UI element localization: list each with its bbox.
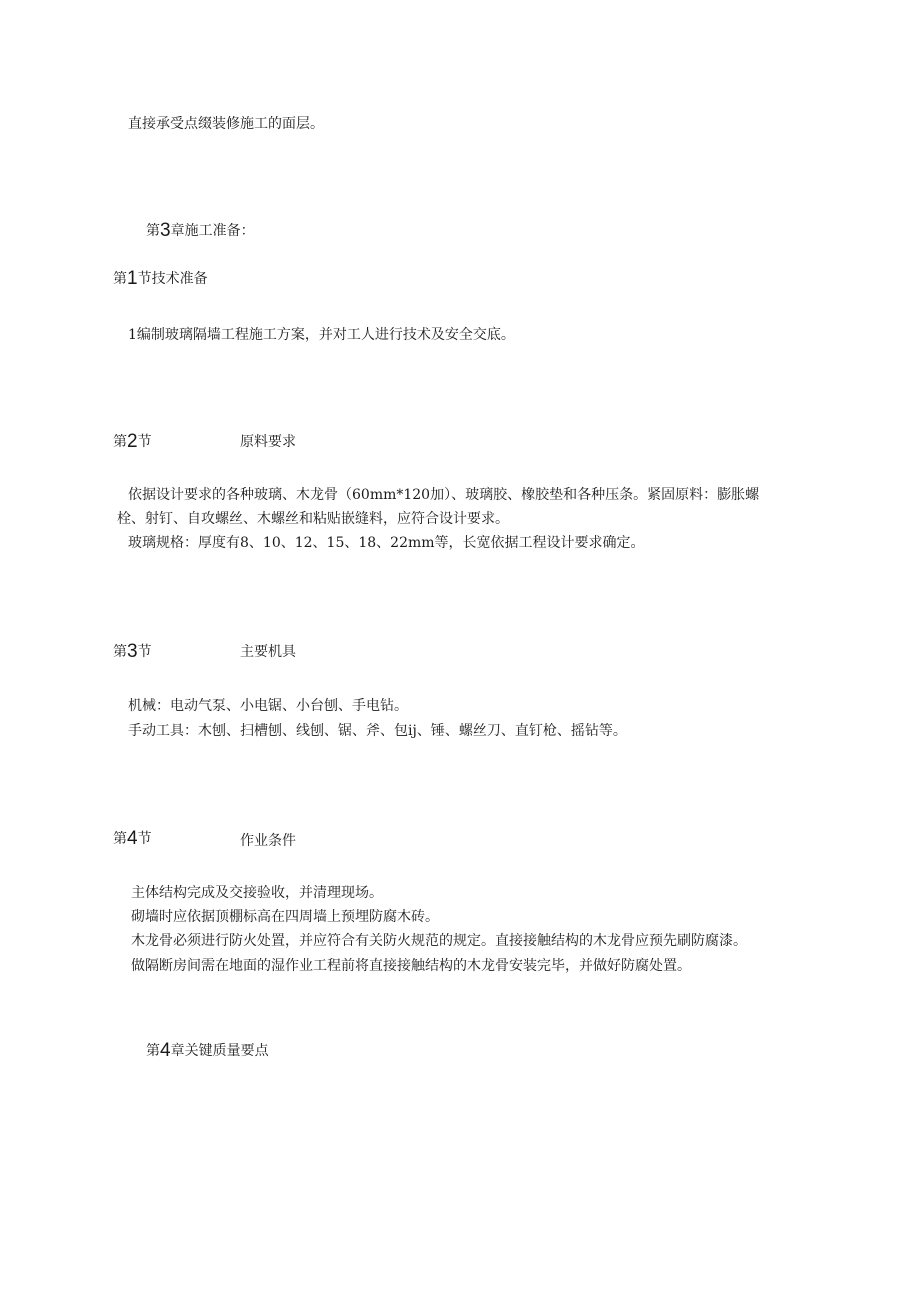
section-number: 4	[127, 828, 138, 849]
section-suffix: 节	[137, 831, 152, 847]
section-prefix: 第	[113, 434, 127, 450]
section-number: 2	[127, 431, 138, 452]
section-title: 节技术准备	[137, 271, 208, 287]
section-4-line-4: 做隔断房间需在地面的湿作业工程前将直接接触结构的木龙骨安装完毕，并做好防腐处置。	[131, 958, 691, 974]
section-2-title: 原料要求	[240, 434, 296, 450]
section-3-line-2: 手动工具：木刨、扫槽刨、线刨、锯、斧、包ij、锤、螺丝刀、直钉枪、摇钻等。	[128, 723, 627, 739]
intro-paragraph: 直接承受点缀装修施工的面层。	[128, 116, 324, 132]
chapter-title: 章施工准备：	[170, 223, 255, 239]
section-3-heading	[113, 642, 152, 662]
chapter-title: 章关键质量要点	[170, 1043, 269, 1059]
section-prefix: 第	[113, 271, 127, 287]
section-4-line-3: 木龙骨必须进行防火处置，并应符合有关防火规范的规定。直接接触结构的木龙骨应预先刷防腐漆。	[131, 933, 747, 949]
chapter-number: 3	[160, 220, 171, 241]
section-2-heading	[113, 432, 152, 452]
section-3-title: 主要机具	[240, 644, 296, 660]
section-4-heading	[113, 829, 152, 849]
chapter-prefix: 第	[146, 223, 160, 239]
section-prefix: 第	[113, 644, 127, 660]
section-1-line-1: 1编制玻璃隔墙工程施工方案，并对工人进行技术及安全交底。	[128, 327, 515, 343]
section-1-heading	[113, 269, 208, 289]
section-4-line-2: 砌墙时应依据顶棚标高在四周墙上预埋防腐木砖。	[131, 909, 439, 925]
chapter-3-heading	[146, 221, 255, 241]
section-number: 3	[127, 641, 138, 662]
section-suffix: 节	[137, 434, 152, 450]
section-2-line-1: 依据设计要求的各种玻璃、木龙骨（60mm*120加）、玻璃胶、橡胶垫和各种压条。紧固原料：膨胀螺	[128, 487, 760, 503]
chapter-prefix: 第	[146, 1043, 160, 1059]
section-2-line-2: 栓、射钉、自攻螺丝、木螺丝和粘贴嵌缝料，应符合设计要求。	[117, 511, 509, 527]
section-3-line-1: 机械：电动气泵、小电锯、小台刨、手电钻。	[128, 698, 408, 714]
section-4-line-1: 主体结构完成及交接验收，并清理现场。	[131, 885, 383, 901]
chapter-number: 4	[160, 1040, 171, 1061]
chapter-4-heading	[146, 1041, 269, 1061]
section-2-line-3: 玻璃规格：厚度有8、10、12、15、18、22mm等，长宽依据工程设计要求确定。	[128, 535, 645, 551]
section-prefix: 第	[113, 831, 127, 847]
section-number: 1	[127, 268, 138, 289]
section-suffix: 节	[137, 644, 152, 660]
section-4-title: 作业条件	[240, 833, 296, 849]
